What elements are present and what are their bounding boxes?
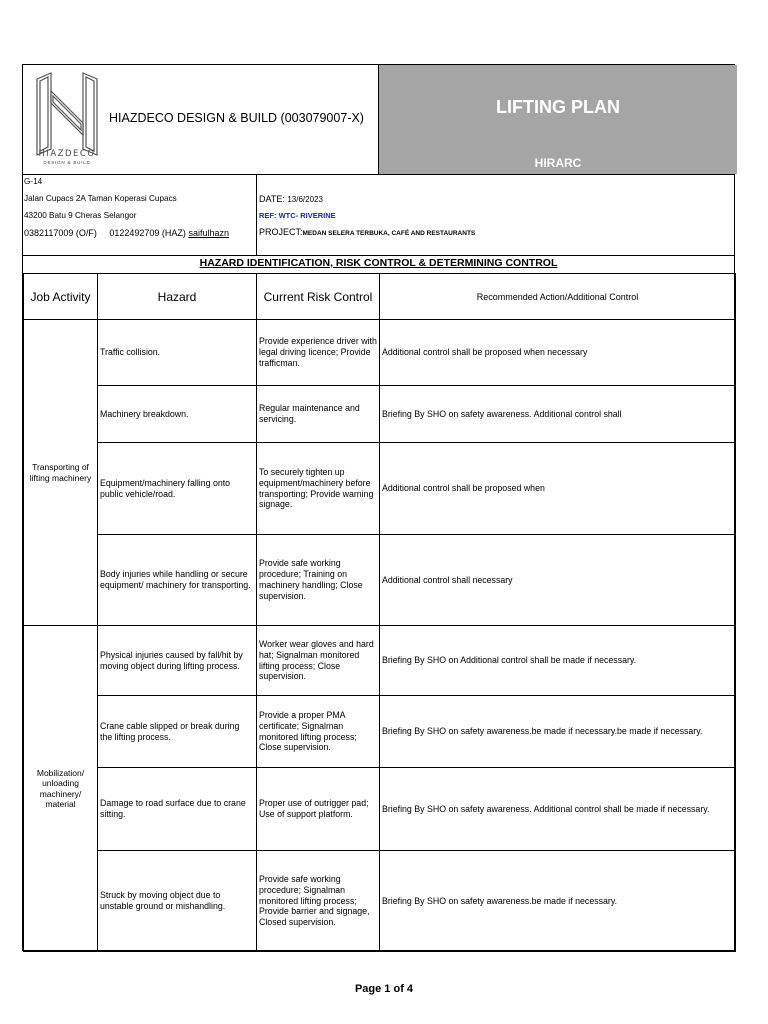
title-panel [378,65,737,174]
address-block [23,174,734,256]
hazard-cell: Machinery breakdown. [98,386,257,443]
table-row [24,768,736,851]
project-label: PROJECT: [259,227,303,237]
section-title: HAZARD IDENTIFICATION, RISK CONTROL & DETERMINING CONTROL [23,255,734,274]
document-header [23,65,734,175]
recommended-action-cell: Additional control shall be proposed when [380,443,736,535]
company-address [23,174,257,255]
table-row [24,696,736,768]
hazard-cell: Physical injuries caused by fall/hit by moving object during lifting process. [98,626,257,696]
logo-name: HIAZDECO [38,149,96,159]
job-activity-cell: Transporting of lifting machinery [24,320,98,626]
recommended-action-cell: Additional control shall be proposed when necessary [380,320,736,386]
current-control-cell: Proper use of outrigger pad; Use of support platform. [257,768,380,851]
lifting-plan-sheet [22,64,735,951]
table-row [24,320,736,386]
project-value: MEDAN SELERA TERBUKA, CAFÉ AND RESTAURANTS [302,230,476,237]
recommended-action-cell: Briefing By SHO on safety awareness.be made if necessary. [380,851,736,952]
current-control-cell: Provide experience driver with legal driving licence; Provide trafficman. [257,320,380,386]
document-subtitle: HIRARC [534,156,582,170]
page-number: Page 1 of 4 [354,983,414,995]
project-line [259,227,475,237]
recommended-action-cell: Briefing By SHO on safety awareness. Additional control shall [380,386,736,443]
recommended-action-cell: Briefing By SHO on safety awareness. Additional control shall be made if necessary. [380,768,736,851]
hazard-cell: Equipment/machinery falling onto public vehicle/road. [98,443,257,535]
company-logo [31,71,103,171]
hazard-cell: Damage to road surface due to crane sitting. [98,768,257,851]
reference-number: REF: WTC- RIVERINE [259,211,336,220]
current-control-cell: Provide a proper PMA certificate; Signalman monitored lifting process; Close supervision. [257,696,380,768]
logo-tagline: DESIGN & BUILD [43,160,91,165]
email-handle: saifulhazn [188,228,229,238]
recommended-action-cell: Additional control shall necessary [380,535,736,626]
address-line-1: G-14 [24,177,43,186]
phone-numbers: 0382117009 (O/F) 0122492709 (HAZ) [24,228,186,238]
hazard-cell: Crane cable slipped or break during the lifting process. [98,696,257,768]
date-value: 13/6/2023 [287,195,323,204]
column-header-current-control: Current Risk Control [257,274,380,320]
table-row [24,386,736,443]
table-row [24,443,736,535]
recommended-action-cell: Briefing By SHO on Additional control shall be made if necessary. [380,626,736,696]
hazard-cell: Struck by moving object due to unstable ground or mishandling. [98,851,257,952]
current-control-cell: Provide safe working procedure; Training on machinery handling; Close supervision. [257,535,380,626]
current-control-cell: Worker wear gloves and hard hat; Signalman monitored lifting process; Close supervision. [257,626,380,696]
job-activity-cell: Mobilization/ unloading machinery/ material [24,626,98,952]
hirarc-table [23,273,736,952]
hazard-cell: Body injuries while handling or secure equipment/ machinery for transporting. [98,535,257,626]
current-control-cell: Regular maintenance and servicing. [257,386,380,443]
date-label: DATE: [259,194,285,204]
current-control-cell: To securely tighten up equipment/machinery before transporting; Provide warning signage. [257,443,380,535]
column-header-hazard: Hazard [98,274,257,320]
current-control-cell: Provide safe working procedure; Signalman monitored lifting process; Provide barrier and signage, Closed supervision. [257,851,380,952]
column-header-activity: Job Activity [24,274,98,320]
document-title: LIFTING PLAN [496,97,620,117]
address-line-3: 43200 Batu 9 Cheras Selangor [24,211,137,220]
column-header-recommended: Recommended Action/Additional Control [380,274,736,320]
table-header-row [24,274,736,320]
table-row [24,535,736,626]
recommended-action-cell: Briefing By SHO on safety awareness.be made if necessary.be made if necessary. [380,696,736,768]
hazard-cell: Traffic collision. [98,320,257,386]
address-line-2: Jalan Cupacs 2A Taman Koperasi Cupacs [24,194,177,203]
contact-line [24,228,229,238]
table-row [24,851,736,952]
date-line [259,194,323,204]
company-name: HIAZDECO DESIGN & BUILD (003079007-X) [109,111,364,125]
table-row [24,626,736,696]
